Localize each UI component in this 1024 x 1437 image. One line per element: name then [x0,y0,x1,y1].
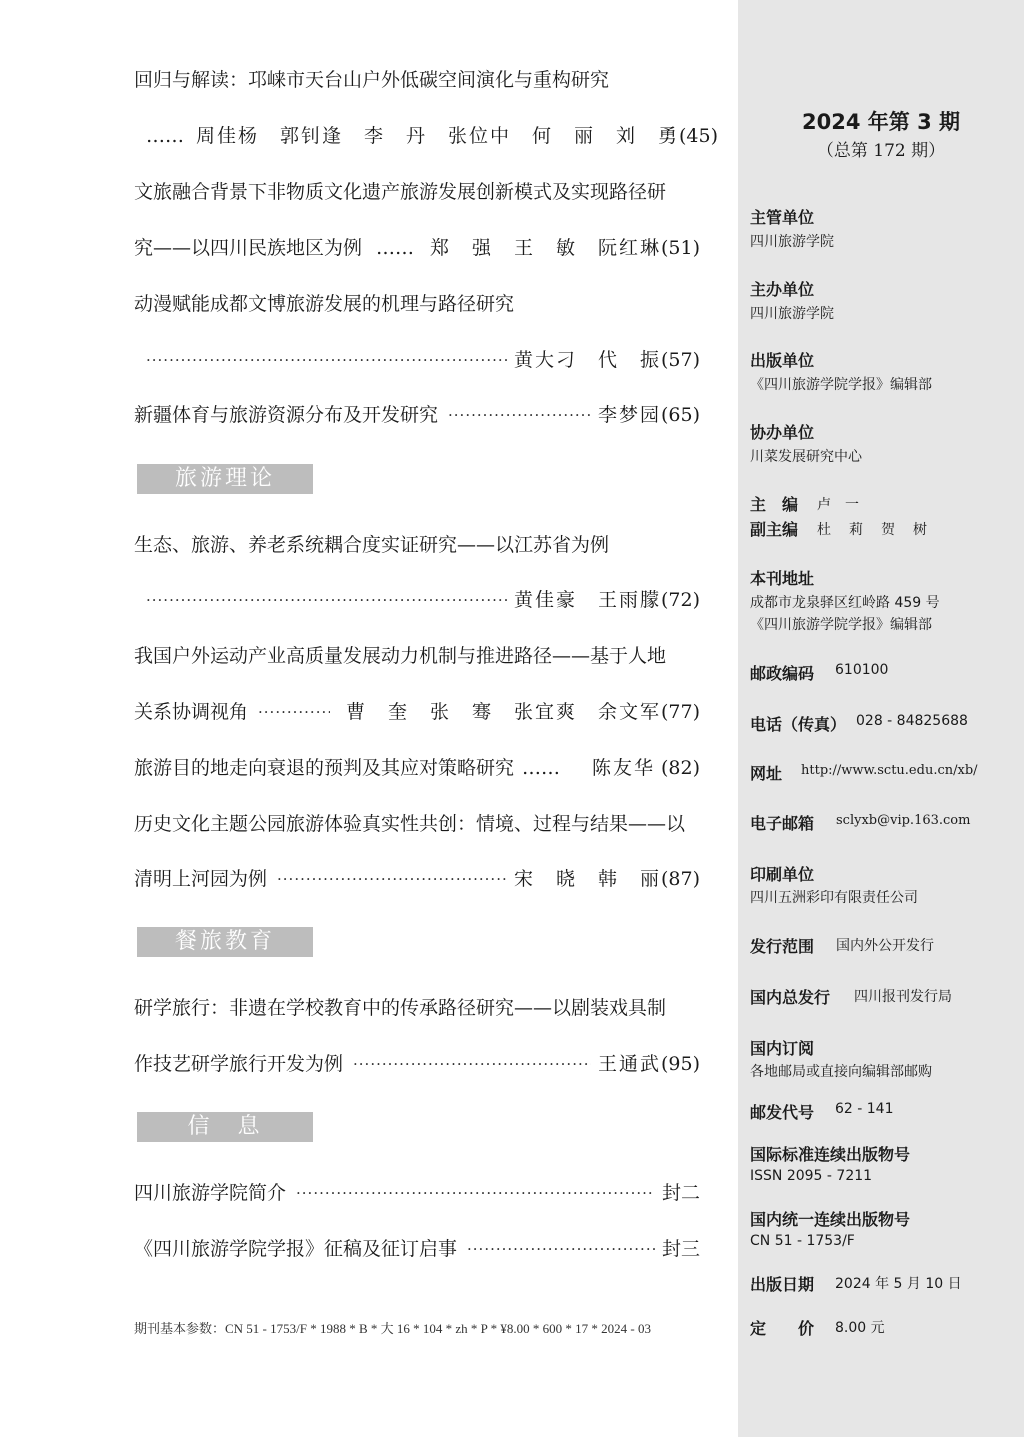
printer-label: 印刷单位 [750,865,815,884]
toc-entry-byline[interactable]: 作技艺研学旅行开发为例 ····· 王通武 (95) [134,1047,700,1081]
total-issue: （总第 172 期） [816,141,946,161]
toc-authors: 宋 晓 韩 丽 [513,868,661,890]
toc-entry-byline[interactable]: …… 周佳杨 郭钊逢 李 丹 张位中 何 丽 刘 勇 (45) [146,119,700,153]
cn-value: CN 51 - 1753/F [750,1233,855,1249]
price-value: 8.00 元 [835,1320,885,1336]
toc-page: (72) [660,589,700,611]
leader-dots [277,862,507,896]
supervisor-label: 主管单位 [750,208,815,227]
address-line-2: 《四川旅游学院学报》编辑部 [750,617,932,633]
toc-entry-title[interactable]: 文旅融合背景下非物质文化遗产旅游发展创新模式及实现路径研 [134,181,667,203]
issn-label: 国际标准连续出版物号 [750,1145,911,1164]
website-link[interactable]: http://www.sctu.edu.cn/xb/ [801,763,978,778]
toc-page: (87) [660,868,700,890]
domestic-distributor-label: 国内总发行 [750,988,831,1007]
leader-dots [146,343,507,377]
publication-date-label: 出版日期 [750,1275,815,1294]
toc-entry[interactable]: 四川旅游学院简介 ····· 封二 [134,1176,700,1210]
leader-dots [467,1232,655,1266]
subscription-label: 国内订阅 [750,1039,815,1058]
deputy-editor-value: 杜 莉 贺 树 [817,522,929,538]
editor-value: 卢 一 [817,497,859,513]
publisher-value: 《四川旅游学院学报》编辑部 [750,377,932,393]
postal-code-label: 邮发代号 [750,1103,815,1122]
toc-page: (45) [679,125,719,147]
toc-entry-byline[interactable] [146,343,700,377]
toc-authors: 王通武 [597,1053,661,1075]
section-header-tourism-theory: 旅游理论 [137,464,313,494]
toc-entry-title[interactable]: 动漫赋能成都文博旅游发展的机理与路径研究 [134,293,515,315]
issn-value: ISSN 2095 - 7211 [750,1168,873,1184]
domestic-distributor-value: 四川报刊发行局 [854,989,952,1005]
toc-entry-byline[interactable]: 关系协调视角 ····· 曹 奎 张 骞 张宜爽 余文军 (77) [134,695,700,729]
leader-dots [146,583,507,617]
email-link[interactable]: sclyxb@vip.163.com [836,813,971,828]
toc-page: (57) [660,349,700,371]
website-label: 网址 [750,764,783,783]
toc-entry[interactable]: 《四川旅游学院学报》征稿及征订启事 ····· 封三 [134,1232,700,1266]
toc-authors: 郑 强 王 敏 阮红琳 [429,237,661,259]
toc-entry-title[interactable]: 回归与解读：邛崃市天台山户外低碳空间演化与重构研究 [134,69,610,91]
toc-page: (77) [660,701,700,723]
toc-authors: 陈友华 [591,757,655,779]
postcode-label: 邮政编码 [750,664,815,683]
section-header-information: 信 息 [137,1112,313,1142]
deputy-editor-label: 副主编 [750,520,799,539]
leader-dots [353,1047,591,1081]
subscription-value: 各地邮局或直接向编辑部邮购 [750,1064,932,1080]
printer-value: 四川五洲彩印有限责任公司 [750,890,918,906]
leader-dots [258,695,330,729]
issue-number: 2024 年第 3 期 [802,110,960,134]
toc-authors: 李梦园 [597,404,661,426]
price-label: 定 价 [750,1319,815,1338]
toc-page: (65) [660,404,700,426]
email-label: 电子邮箱 [750,814,815,833]
toc-page: 封二 [661,1182,700,1204]
co-organizer-value: 川菜发展研究中心 [750,449,862,465]
toc-authors: 黄大刁 代 振 [513,349,661,371]
toc-entry[interactable]: 新疆体育与旅游资源分布及开发研究 ····· 李梦园 (65) [134,398,700,432]
leader-dots [448,398,591,432]
postcode-value: 610100 [835,662,889,678]
co-organizer-label: 协办单位 [750,423,815,442]
toc-entry-title[interactable]: 我国户外运动产业高质量发展动力机制与推进路径——基于人地 [134,645,667,667]
toc-authors: 黄佳豪 王雨朦 [513,589,661,611]
toc-entry-title[interactable]: 生态、旅游、养老系统耦合度实证研究——以江苏省为例 [134,534,610,556]
toc-page: (95) [660,1053,700,1075]
journal-parameters: 期刊基本参数：CN 51 - 1753/F * 1988 * B * 大 16 * 104 * zh * P * ¥8.00 * 600 * 17 * 2024 - 03 [134,1321,651,1336]
sponsor-label: 主办单位 [750,280,815,299]
cn-label: 国内统一连续出版物号 [750,1210,911,1229]
toc-page: 封三 [661,1238,700,1260]
toc-entry-byline[interactable]: 究——以四川民族地区为例 …… 郑 强 王 敏 阮红琳 (51) [134,231,700,265]
toc-authors: 曹 奎 张 骞 张宜爽 余文军 [345,701,661,723]
toc-authors: 周佳杨 郭钊逢 李 丹 张位中 何 丽 刘 勇 [196,125,680,147]
publisher-label: 出版单位 [750,351,815,370]
phone-label: 电话（传真） [750,715,847,734]
toc-entry-byline[interactable]: 清明上河园为例 ····· 宋 晓 韩 丽 (87) [134,862,700,896]
toc-page: (82) [660,757,700,779]
toc-entry[interactable]: 旅游目的地走向衰退的预判及其应对策略研究 …… 陈友华 (82) [134,751,700,785]
address-label: 本刊地址 [750,569,815,588]
leader-dots [296,1176,655,1210]
distribution-range-label: 发行范围 [750,937,815,956]
distribution-range-value: 国内外公开发行 [836,938,934,954]
publication-date-value: 2024 年 5 月 10 日 [835,1276,962,1292]
editor-label: 主 编 [750,495,799,514]
phone-value: 028 - 84825688 [856,713,968,729]
address-line-1: 成都市龙泉驿区红岭路 459 号 [750,595,940,611]
toc-page: (51) [660,237,700,259]
section-header-catering-education: 餐旅教育 [137,927,313,957]
toc-entry-title[interactable]: 研学旅行：非遗在学校教育中的传承路径研究——以剧装戏具制 [134,997,667,1019]
postal-code-value: 62 - 141 [835,1101,894,1117]
supervisor-value: 四川旅游学院 [750,234,834,250]
sponsor-value: 四川旅游学院 [750,306,834,322]
toc-entry-title[interactable]: 历史文化主题公园旅游体验真实性共创：情境、过程与结果——以 [134,813,686,835]
toc-entry-byline[interactable] [146,583,700,617]
